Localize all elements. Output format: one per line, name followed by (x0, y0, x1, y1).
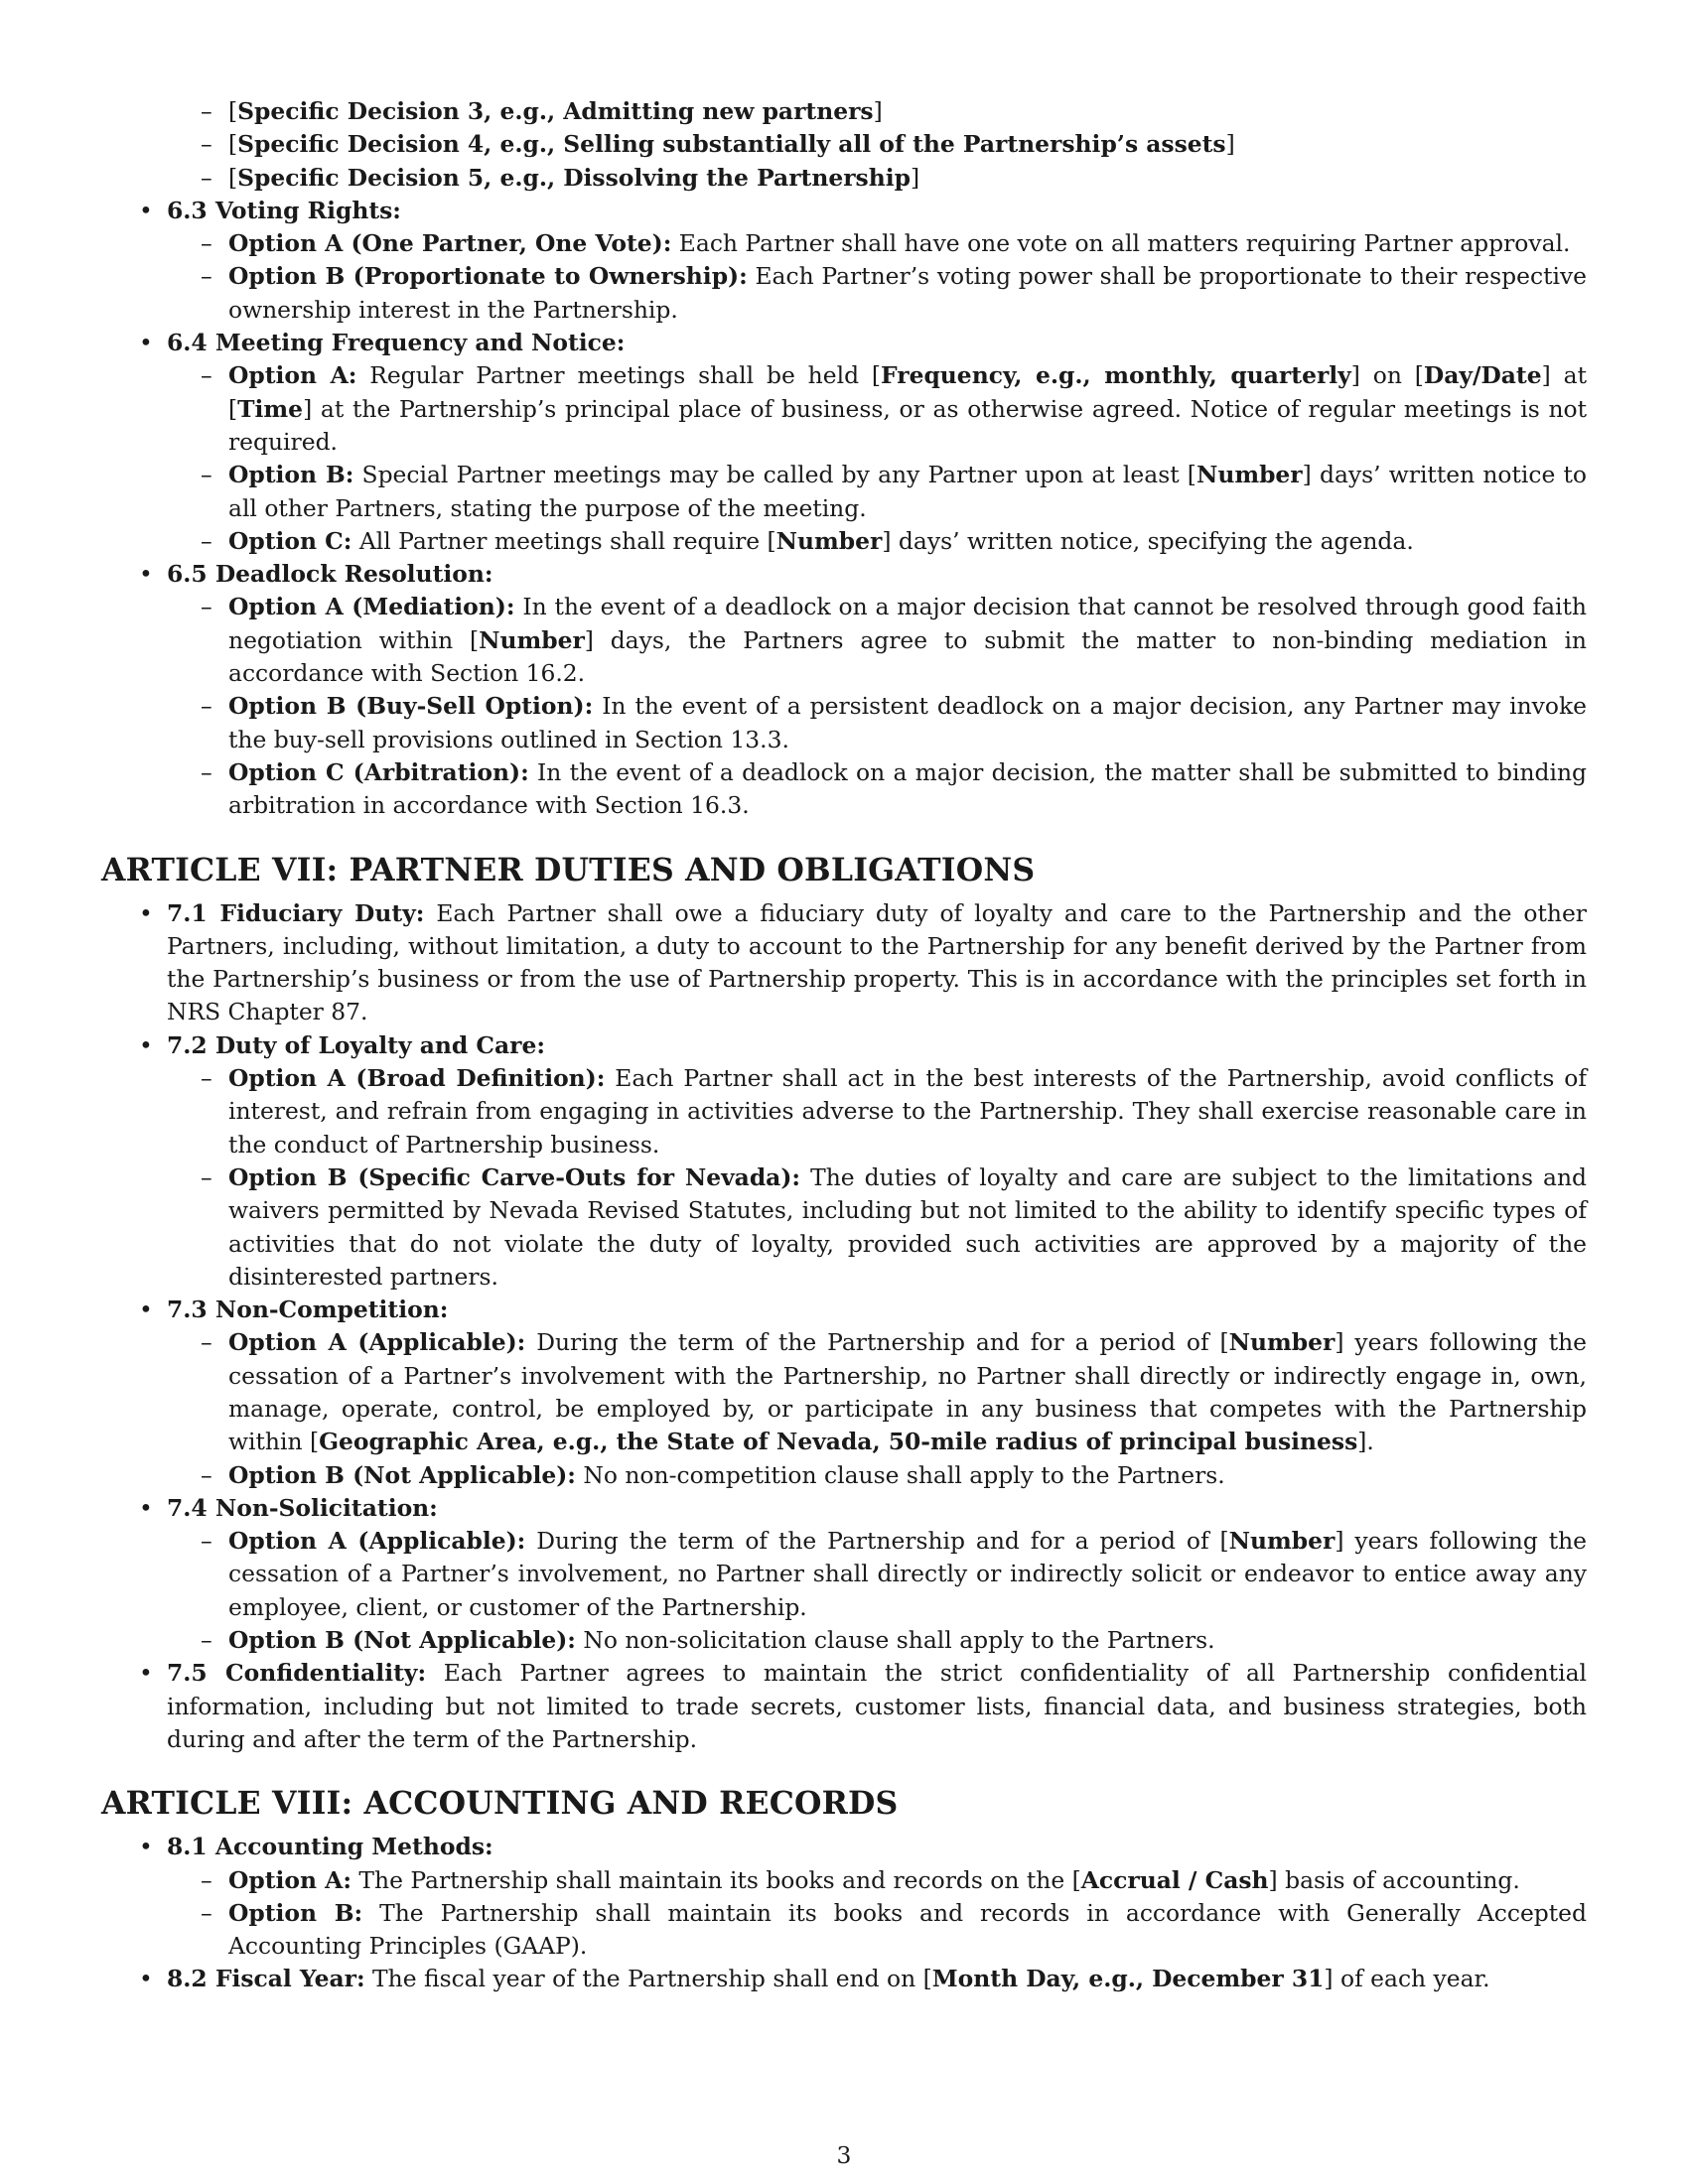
bold-text: 7.1 Fiduciary Duty: (167, 898, 425, 927)
section-heading: 7.2 Duty of Loyalty and Care: (167, 1030, 545, 1059)
body-text: ] (873, 97, 883, 125)
body-text: [ (228, 97, 238, 125)
bold-text: Option A: (228, 1865, 352, 1894)
body-text: In the event of a deadlock on a major decision, the matter shall be submitted to binding arbitration in accordance with Section 16.3. (228, 757, 1587, 820)
body-text: ] years following the cessation of a Partner’s involvement, no Partner shall directly or indirectly solicit or endeavor to entice away any employee, client, or customer of the Partnership. (228, 1527, 1587, 1621)
bold-text: Month Day, e.g., December 31 (931, 1965, 1325, 1993)
page-number: 3 (836, 2141, 852, 2169)
bold-text: Specific Decision 5, e.g., Dissolving the Partnership (237, 163, 911, 192)
option-b (167, 1624, 1587, 1657)
section-8-2 (101, 1963, 1587, 1995)
bold-text: Option B (Not Applicable): (228, 1460, 576, 1489)
body-text: ] days, the Partners agree to submit the matter to non-binding mediation in accordance with Section 16.2. (228, 625, 1587, 688)
bold-text: Option A (One Partner, One Vote): (228, 229, 672, 258)
option-b (167, 1459, 1587, 1492)
article-8-title: ARTICLE VIII: ACCOUNTING AND RECORDS (101, 1785, 899, 1823)
option-a (167, 359, 1587, 459)
bold-text: Number (1196, 461, 1303, 489)
bold-text: 8.2 Fiscal Year: (167, 1965, 365, 1993)
body-text: No non-solicitation clause shall apply to the Partners. (575, 1626, 1215, 1655)
bold-text: Number (1228, 1527, 1336, 1556)
section-7-5 (101, 1657, 1587, 1756)
section-heading: 6.3 Voting Rights: (167, 196, 401, 224)
bold-text: Number (1228, 1328, 1336, 1357)
section-heading: 6.4 Meeting Frequency and Notice: (167, 329, 626, 357)
bold-text: Accrual / Cash (1080, 1865, 1269, 1894)
body-text: The Partnership shall maintain its books and records in accordance with Generally Accepted Accounting Principles (GAAP). (228, 1898, 1587, 1961)
body-text: Each Partner shall act in the best interests of the Partnership, avoid conflicts of interest, and refrain from engaging in activities adverse to the Partnership. They shall exercise reasonable care in the conduct of Partnership business. (228, 1064, 1587, 1159)
body-text: The fiscal year of the Partnership shall end on [ (364, 1965, 932, 1993)
option-a (167, 1326, 1587, 1458)
body-text: In the event of a persistent deadlock on a major decision, any Partner may invoke the buy-sell provisions outlined in Section 13.3. (228, 692, 1587, 753)
bold-text: Option A (Applicable): (228, 1527, 526, 1556)
section-6-3 (101, 195, 1587, 327)
body-text: [ (228, 130, 238, 159)
bold-text: Option B: (228, 461, 354, 489)
option-b (167, 1161, 1587, 1294)
bold-text: Option B (Buy-Sell Option): (228, 692, 594, 721)
body-text: ] at the Partnership’s principal place of business, or as otherwise agreed. Notice of regular meetings is not required. (228, 394, 1587, 456)
option-c (167, 525, 1587, 558)
body-text: Each Partner shall owe a fiduciary duty of loyalty and care to the Partnership and the other Partners, including, without limitation, a duty to account to the Partnership for any benefit derived by the Partner from the Partnership’s business or from the use of Partnership property. This is in accordance with the principles set forth in NRS Chapter 87. (167, 898, 1587, 1026)
article-7-list (101, 897, 1587, 1757)
body-text: ] days’ written notice to all other Partners, stating the purpose of the meeting. (228, 461, 1587, 522)
body-text: ] on [ (1350, 361, 1424, 390)
body-text: ] at [ (228, 361, 1587, 423)
bold-text: Option A: (228, 361, 357, 390)
document-page (101, 95, 1587, 1996)
option-b (167, 260, 1587, 327)
section-heading: 6.5 Deadlock Resolution: (167, 560, 493, 589)
bold-text: Option B (Proportionate to Ownership): (228, 262, 748, 291)
bold-text: Option A (Applicable): (228, 1328, 526, 1357)
article-8-list (101, 1831, 1587, 1995)
body-text: The Partnership shall maintain its books and records on the [ (351, 1865, 1081, 1894)
section-7-3 (101, 1294, 1587, 1492)
bold-text: Option B (Not Applicable): (228, 1626, 576, 1655)
body-text: Each Partner’s voting power shall be proportionate to their respective ownership interest in the Partnership. (228, 262, 1588, 324)
bold-text: Specific Decision 3, e.g., Admitting new partners (237, 97, 874, 125)
bold-text: Option B (Specific Carve-Outs for Nevada): (228, 1162, 801, 1191)
body-text: ] days’ written notice, specifying the agenda. (882, 526, 1414, 555)
body-text: During the term of the Partnership and for a period of [ (525, 1527, 1229, 1556)
bold-text: Option C (Arbitration): (228, 757, 529, 786)
body-text: ] (910, 163, 920, 192)
option-b (167, 459, 1587, 525)
article-6-list (101, 195, 1587, 823)
section-6-5 (101, 558, 1587, 822)
body-text: Each Partner agrees to maintain the strict confidentiality of all Partnership confidential information, including but not limited to trade secrets, customer lists, financial data, and business strategies, both during and after the term of the Partnership. (167, 1659, 1587, 1753)
bold-text: Frequency, e.g., monthly, quarterly (881, 361, 1351, 390)
option-a (167, 227, 1587, 260)
option-b (167, 690, 1587, 756)
option-b (167, 1897, 1587, 1964)
body-text: [ (228, 163, 238, 192)
section-heading: 7.3 Non-Competition: (167, 1296, 449, 1324)
bold-text: Specific Decision 4, e.g., Selling substantially all of the Partnership’s assets (237, 130, 1226, 159)
body-text: In the event of a deadlock on a major decision that cannot be resolved through good faith negotiation within [ (228, 593, 1587, 654)
body-text: During the term of the Partnership and for a period of [ (525, 1328, 1229, 1357)
section-heading: 8.1 Accounting Methods: (167, 1833, 493, 1861)
body-text: ] basis of accounting. (1268, 1865, 1520, 1894)
bold-text: Time (237, 394, 304, 423)
body-text: No non-competition clause shall apply to the Partners. (575, 1460, 1225, 1489)
section-7-4 (101, 1492, 1587, 1657)
body-text: Special Partner meetings may be called by any Partner upon at least [ (353, 461, 1196, 489)
section-7-2 (101, 1029, 1587, 1294)
bold-text: Number (775, 526, 883, 555)
body-text: ]. (1357, 1428, 1374, 1456)
decision-list (101, 95, 1587, 195)
bold-text: Option C: (228, 526, 352, 555)
list-item (101, 162, 1587, 195)
bold-text: 7.5 Confidentiality: (167, 1659, 427, 1688)
option-c (167, 756, 1587, 823)
bold-text: Geographic Area, e.g., the State of Nevada, 50-mile radius of principal business (319, 1428, 1358, 1456)
bold-text: Option A (Broad Definition): (228, 1064, 606, 1093)
body-text: Regular Partner meetings shall be held [ (356, 361, 882, 390)
option-a (167, 1864, 1587, 1897)
body-text: ] years following the cessation of a Partner’s involvement with the Partnership, no Partner shall directly or indirectly engage in, own, manage, operate, control, be employed by, or participate in any business that competes with the Partnership within [ (228, 1328, 1587, 1456)
bold-text: Day/Date (1423, 361, 1542, 390)
article-7-title: ARTICLE VII: PARTNER DUTIES AND OBLIGATIONS (101, 851, 1036, 888)
body-text: Each Partner shall have one vote on all matters requiring Partner approval. (671, 229, 1571, 258)
section-7-1 (101, 897, 1587, 1029)
body-text: ] (1225, 130, 1235, 159)
section-heading: 7.4 Non-Solicitation: (167, 1493, 438, 1522)
bold-text: Number (479, 625, 585, 654)
option-a (167, 1062, 1587, 1161)
body-text: All Partner meetings shall require [ (352, 526, 776, 555)
option-a (167, 591, 1587, 690)
body-text: The duties of loyalty and care are subject to the limitations and waivers permitted by Nevada Revised Statutes, including but not limited to the ability to identify specific types of activities that do not violate the duty of loyalty, provided such activities are approved by a majority of the disinterested partners. (228, 1162, 1587, 1291)
body-text: ] of each year. (1324, 1965, 1490, 1993)
section-6-4 (101, 327, 1587, 558)
bold-text: Option B: (228, 1898, 363, 1927)
section-8-1 (101, 1831, 1587, 1963)
option-a (167, 1525, 1587, 1624)
bold-text: Option A (Mediation): (228, 593, 515, 621)
list-item (101, 95, 1587, 128)
list-item (101, 128, 1587, 161)
